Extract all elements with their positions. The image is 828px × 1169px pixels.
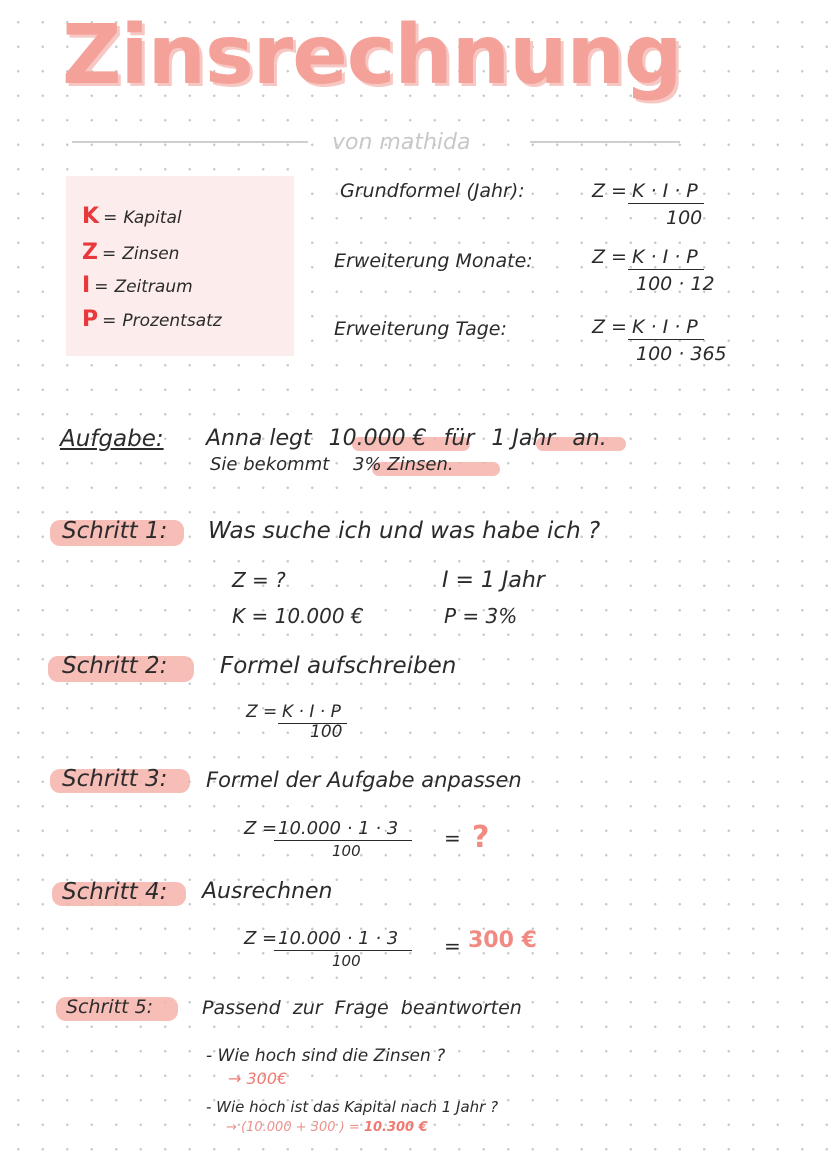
task-line-2: Sie bekommt 3% Zinsen. [210,454,454,475]
formula-denominator: 100 · 12 [636,273,715,295]
step-3-equals: = [444,826,461,850]
step-5-answer-2 [226,1120,428,1135]
formula-lhs: Z = [244,818,278,839]
task-time: 1 Jahr [491,426,556,451]
step-4-formula [244,928,444,974]
step-1-k: K = 10.000 € [232,604,364,628]
formula-year [592,180,762,236]
step-5-answer-1: → 300€ [228,1069,288,1088]
formula-numerator: 10.000 · 1 · 3 [274,928,412,951]
formula-label-months: Erweiterung Monate: [334,250,533,272]
legend-row-p: P = Prozentsatz [82,307,222,332]
title-rule-left [72,141,308,143]
formula-lhs: Z = [592,316,627,338]
step-4-label: Schritt 4: [62,879,168,905]
formula-numerator: K · I · P [628,316,704,340]
step-3-formula [244,818,444,864]
formula-days [592,316,762,372]
legend-row-i: I = Zeitraum [82,273,193,298]
step-3-label: Schritt 3: [62,766,168,792]
formula-numerator: K · I · P [628,180,704,204]
step-5-question-1: - Wie hoch sind die Zinsen ? [206,1046,446,1066]
task-rate: 3% Zinsen. [353,454,454,475]
variable-legend [66,176,294,356]
formula-numerator: K · I · P [628,246,704,270]
legend-label: Prozentsatz [122,311,222,331]
formula-denominator: 100 · 365 [636,343,727,365]
task-line-1: Anna legt 10.000 € für 1 Jahr an. [206,426,607,451]
legend-label: Zinsen [122,244,180,264]
page-title: Zinsrechnung [62,8,682,103]
author-signature: von mathida [332,130,471,155]
formula-denominator: 100 [332,842,361,860]
formula-lhs: Z = [592,246,627,268]
formula-denominator: 100 [310,722,343,742]
title-rule-right [530,141,680,143]
formula-label-year: Grundformel (Jahr): [340,180,525,202]
legend-label: Zeitraum [114,277,193,297]
step-3-text: Formel der Aufgabe anpassen [206,768,522,792]
step-1-label: Schritt 1: [62,518,168,544]
legend-letter: I [82,273,91,298]
legend-letter: Z [82,240,98,265]
step-1-p: P = 3% [444,604,518,628]
formula-denominator: 100 [666,207,703,229]
step-2-text: Formel aufschreiben [220,653,457,679]
step-4-result: 300 € [468,928,537,953]
formula-numerator: K · I · P [278,702,347,724]
task-label: Aufgabe: [60,426,164,452]
legend-letter: K [82,204,100,229]
formula-lhs: Z = [592,180,627,202]
step-5-question-2: - Wie hoch ist das Kapital nach 1 Jahr ? [206,1098,499,1116]
step-4-equals: = [444,934,461,958]
step-1-z: Z = ? [232,568,286,592]
legend-row-k: K = Kapital [82,204,182,229]
formula-months [592,246,762,302]
step-5-text: Passend zur Frage beantworten [202,997,522,1019]
step-2-formula [246,702,396,748]
answer-result: 10.300 € [363,1120,428,1135]
formula-lhs: Z = [246,702,278,722]
formula-denominator: 100 [332,952,361,970]
step-1-text: Was suche ich und was habe ich ? [208,518,601,544]
legend-letter: P [82,307,99,332]
step-1-i: I = 1 Jahr [442,568,545,593]
step-4-text: Ausrechnen [202,879,333,904]
legend-row-z: Z = Zinsen [82,240,180,265]
task-amount: 10.000 € [328,426,427,451]
answer-calc: → (10.000 + 300 ) = [226,1120,360,1135]
step-3-result-unknown: ? [472,820,490,855]
formula-numerator: 10.000 · 1 · 3 [274,818,412,841]
formula-label-days: Erweiterung Tage: [334,318,507,340]
formula-lhs: Z = [244,928,278,949]
legend-label: Kapital [123,208,182,228]
step-2-label: Schritt 2: [62,653,168,679]
step-5-label: Schritt 5: [66,996,154,1018]
